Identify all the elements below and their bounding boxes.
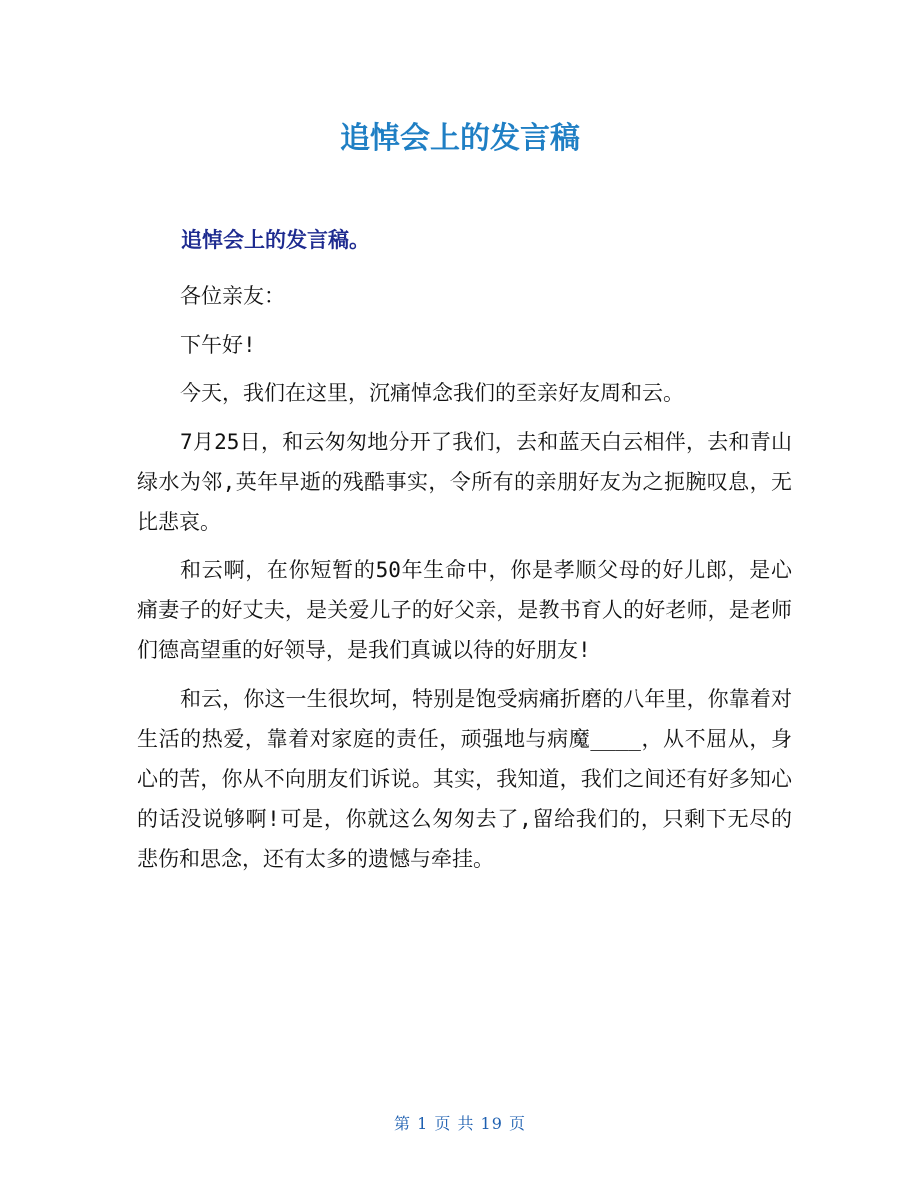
page-footer — [0, 1111, 920, 1137]
body-paragraph: 7月25日，和云匆匆地分开了我们，去和蓝天白云相伴，去和青山绿水为邻,英年早逝的残酷事实，令所有的亲朋好友为之扼腕叹息，无比悲哀。 — [137, 429, 792, 534]
page-number-text: 第 1 页 共 19 页 — [394, 1114, 526, 1133]
body-paragraph: 和云，你这一生很坎坷，特别是饱受病痛折磨的八年里，你靠着对生活的热爱，靠着对家庭的责任，顽强地与病魔____，从不屈从，身心的苦，你从不向朋友们诉说。其实，我知道，我们之间还有好多知心的话没说够啊!可是，你就这么匆匆去了,留给我们的，只剩下无尽的悲伤和思念，还有太多的遗憾与牵挂。 — [137, 686, 792, 871]
section-heading: 追悼会上的发言稿。 — [181, 228, 370, 252]
document-title: 追悼会上的发言稿 — [340, 121, 580, 156]
document-body — [137, 276, 792, 887]
body-paragraph: 和云啊，在你短暂的50年生命中，你是孝顺父母的好儿郎，是心痛妻子的好丈夫，是关爱儿子的好父亲，是教书育人的好老师，是老师们德高望重的好领导，是我们真诚以待的好朋友! — [137, 558, 792, 662]
salutation-paragraph: 各位亲友： — [180, 284, 285, 308]
body-paragraph: 今天，我们在这里，沉痛悼念我们的至亲好友周和云。 — [180, 381, 684, 405]
greeting-paragraph: 下午好! — [180, 332, 256, 357]
